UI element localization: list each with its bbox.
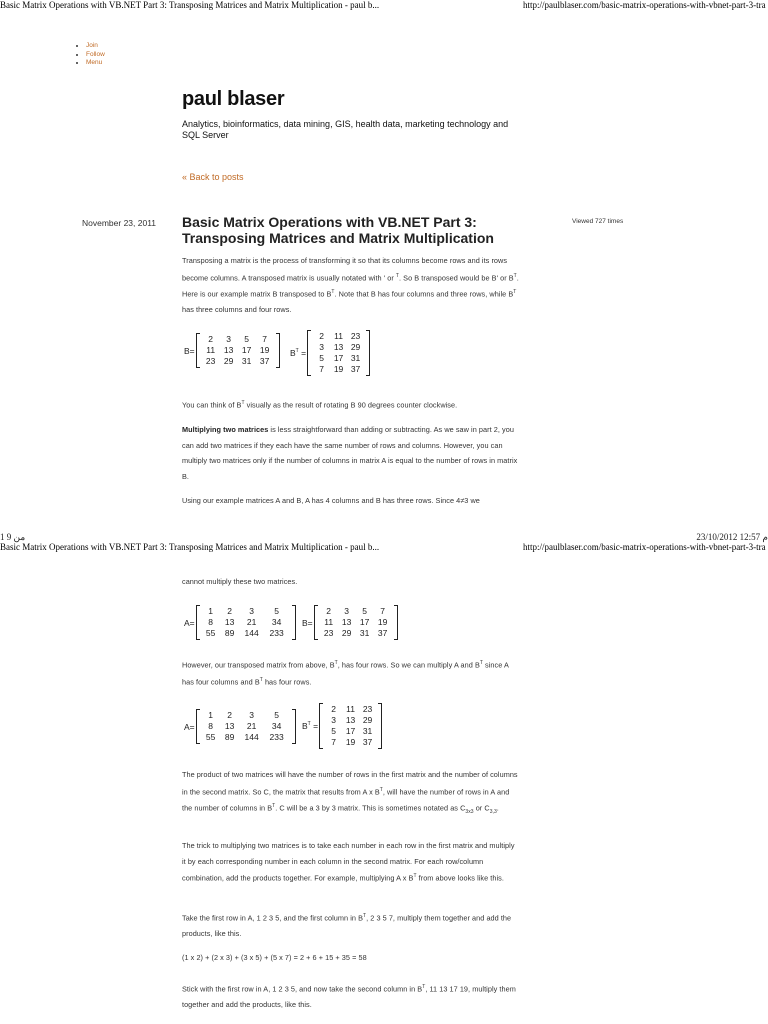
nav-item-menu[interactable]: • Menu bbox=[86, 59, 105, 68]
matrix-cell: 29 bbox=[341, 628, 352, 638]
site-tagline: Analytics, bioinformatics, data mining, GIS, health data, marketing technology and SQL Server bbox=[182, 119, 509, 140]
matrix-cell: 31 bbox=[362, 726, 373, 736]
matrix-cell: 29 bbox=[362, 715, 373, 725]
matrix-cell: 19 bbox=[333, 364, 344, 374]
matrix-cell: 17 bbox=[241, 345, 252, 355]
nav-item-follow[interactable]: • Follow bbox=[86, 51, 105, 60]
matrix-cell: 13 bbox=[223, 345, 234, 355]
matrix-cell: 3 bbox=[344, 606, 349, 616]
matrix-cell: 37 bbox=[259, 356, 270, 366]
matrix-cell: 3 bbox=[319, 342, 324, 352]
matrix-cell: 23 bbox=[205, 356, 216, 366]
matrix-a-2: A= 1 2 3 5 8 13 21 34 55 89 144 233 bbox=[184, 709, 296, 744]
post-title: Basic Matrix Operations with VB.NET Part 3: Transposing Matrices and Matrix Multiplication bbox=[182, 214, 494, 246]
matrix-cell: 11 bbox=[334, 331, 343, 341]
matrix-cell: 23 bbox=[323, 628, 334, 638]
print-header-title-2: Basic Matrix Operations with VB.NET Part 3: Transposing Matrices and Matrix Multiplication - paul b... bbox=[0, 542, 380, 552]
matrix-cell: 11 bbox=[324, 617, 334, 627]
matrix-cell: 31 bbox=[241, 356, 252, 366]
matrix-cell: 2 bbox=[208, 334, 213, 344]
matrix-cell: 21 bbox=[246, 617, 257, 627]
matrix-a: A= 1 2 3 5 8 13 21 34 55 89 144 233 bbox=[184, 605, 296, 640]
paragraph-transposed-multiply: However, our transposed matrix from above, $B^T$, has four rows. So we can multiply A and $B^T$ since A has four columns and $B^T$ has four rows. bbox=[182, 660, 509, 687]
nav-item-join[interactable]: • Join bbox=[86, 42, 105, 51]
matrix-cell: 23 bbox=[362, 704, 373, 714]
matrix-cell: 13 bbox=[333, 342, 344, 352]
matrix-cell: 3 bbox=[331, 715, 336, 725]
paragraph-transpose-intro: Transposing a matrix is the process of transforming it so that its columns become rows and its rows become columns. A transposed matrix is usually notated with ' or $^T$. So B transposed would be B' or $B^T$. Here is our example matrix B transposed to $B^T$. Note that B has four columns and three rows, while $B^T$ has three columns and four rows. bbox=[182, 256, 519, 315]
matrix-cell: 13 bbox=[224, 721, 235, 731]
matrix-cell: 89 bbox=[224, 628, 235, 638]
matrix-cell: 31 bbox=[350, 353, 361, 363]
matrix-cell: 5 bbox=[362, 606, 367, 616]
matrix-cell: 3 bbox=[249, 606, 254, 616]
site-title[interactable]: paul blaser bbox=[182, 88, 285, 110]
matrix-cell: 21 bbox=[246, 721, 257, 731]
post-date: November 23, 2011 bbox=[82, 218, 157, 228]
matrix-cell: 34 bbox=[271, 721, 282, 731]
matrix-cell: 233 bbox=[269, 628, 284, 638]
matrix-cell: 2 bbox=[326, 606, 331, 616]
matrix-cell: 233 bbox=[269, 732, 284, 742]
matrix-cell: 8 bbox=[208, 617, 213, 627]
paragraph-multiply-trick: The trick to multiplying two matrices is to take each number in each row in the first matrix and multiply it by each corresponding number in each column in the second matrix. For each row/column combination, add the products together. For example, multiplying A x $B^T$ from above looks like this. bbox=[182, 841, 515, 883]
paragraph-product-dimensions: The product of two matrices will have the number of rows in the first matrix and the number of columns in the second matrix. So C, the matrix that results from A x $B^T$, will have the number of rows in A and the number of columns in $B^T$. C will be a 3 by 3 matrix. This is sometimes notated as $C_{3x3}$ or $C_{3,3}$. bbox=[182, 770, 518, 816]
matrix-cell: 1 bbox=[208, 606, 213, 616]
matrix-cell: 7 bbox=[380, 606, 385, 616]
matrix-cell: 23 bbox=[350, 331, 361, 341]
matrix-cell: 7 bbox=[262, 334, 267, 344]
matrix-cell: 17 bbox=[359, 617, 370, 627]
matrix-cell: 144 bbox=[244, 628, 259, 638]
matrix-cell: 1 bbox=[208, 710, 213, 720]
matrix-cell: 11 bbox=[346, 704, 355, 714]
equation-first-product: (1 x 2) + (2 x 3) + (3 x 5) + (5 x 7) = 2 + 6 + 15 + 35 = 58 bbox=[182, 953, 367, 962]
paragraph-second-column: Stick with the first row in A, 1 2 3 5, and now take the second column in $B^T$, 11 13 17 19, multiply them together and add the products, like this. bbox=[182, 984, 516, 1009]
matrix-cell: 2 bbox=[227, 710, 232, 720]
matrix-cell: 5 bbox=[274, 710, 279, 720]
print-header-title: Basic Matrix Operations with VB.NET Part 3: Transposing Matrices and Matrix Multiplication - paul b... bbox=[0, 0, 380, 10]
matrix-b: B= 2 3 5 7 11 13 17 19 23 29 31 37 bbox=[184, 333, 280, 368]
back-to-posts-link[interactable]: « Back to posts bbox=[182, 172, 244, 182]
matrix-cell: 8 bbox=[208, 721, 213, 731]
paragraph-first-row: Take the first row in A, 1 2 3 5, and the first column in $B^T$, 2 3 5 7, multiply them together and add the products, like this. bbox=[182, 913, 512, 938]
matrix-cell: 2 bbox=[331, 704, 336, 714]
matrix-cell: 19 bbox=[345, 737, 356, 747]
matrix-cell: 17 bbox=[333, 353, 344, 363]
paragraph-rotate: You can think of $B^T$ visually as the result of rotating B 90 degrees counter clockwise. bbox=[182, 400, 458, 410]
matrix-bt-2: $B^T$ = 2 11 23 3 13 29 5 17 31 7 19 37 bbox=[302, 703, 382, 749]
print-datetime: 23/10/2012 12:57 م bbox=[696, 532, 768, 542]
matrix-cell: 2 bbox=[227, 606, 232, 616]
matrix-cell: 17 bbox=[345, 726, 356, 736]
paragraph-example-ab: Using our example matrices A and B, A has 4 columns and B has three rows. Since 4≠3 we bbox=[182, 496, 480, 505]
matrix-cell: 144 bbox=[244, 732, 259, 742]
matrix-bt: $B^T$ = 2 11 23 3 13 29 5 17 31 7 19 37 bbox=[290, 330, 370, 376]
matrix-cell: 13 bbox=[341, 617, 352, 627]
matrix-cell: 34 bbox=[271, 617, 282, 627]
matrix-cell: 89 bbox=[224, 732, 235, 742]
matrix-cell: 5 bbox=[244, 334, 249, 344]
matrix-cell: 29 bbox=[350, 342, 361, 352]
matrix-cell: 31 bbox=[359, 628, 370, 638]
matrix-cell: 13 bbox=[345, 715, 356, 725]
matrix-cell: 37 bbox=[377, 628, 388, 638]
matrix-cell: 5 bbox=[331, 726, 336, 736]
matrix-cell: 7 bbox=[319, 364, 324, 374]
paragraph-multiplying: Multiplying two matrices is less straightforward than adding or subtracting. As we saw in part 2, you can add two matrices if they each have the same number of rows and columns. However, you can multiply two matrices only if the number of columns in matrix A is equal to the number of rows in matrix B. bbox=[182, 425, 518, 481]
matrix-cell: 37 bbox=[362, 737, 373, 747]
matrix-cell: 5 bbox=[319, 353, 324, 363]
matrix-cell: 29 bbox=[223, 356, 234, 366]
print-header-url-2: http://paulblaser.com/basic-matrix-operations-with-vbnet-part-3-tra bbox=[523, 542, 766, 552]
matrix-cell: 5 bbox=[274, 606, 279, 616]
matrix-cell: 55 bbox=[205, 732, 216, 742]
matrix-cell: 37 bbox=[350, 364, 361, 374]
matrix-cell: 19 bbox=[377, 617, 388, 627]
matrix-cell: 11 bbox=[206, 345, 216, 355]
top-nav bbox=[76, 42, 105, 68]
paragraph-cannot-multiply: cannot multiply these two matrices. bbox=[182, 577, 298, 586]
print-header-url: http://paulblaser.com/basic-matrix-operations-with-vbnet-part-3-tra bbox=[523, 0, 766, 10]
view-count: Viewed 727 times bbox=[572, 218, 624, 225]
page-number: 1 من 9 bbox=[0, 532, 26, 542]
matrix-cell: 13 bbox=[224, 617, 235, 627]
matrix-cell: 19 bbox=[259, 345, 270, 355]
matrix-cell: 2 bbox=[319, 331, 324, 341]
matrix-cell: 3 bbox=[249, 710, 254, 720]
matrix-cell: 3 bbox=[226, 334, 231, 344]
matrix-cell: 7 bbox=[331, 737, 336, 747]
matrix-cell: 55 bbox=[205, 628, 216, 638]
matrix-b-2: B= 2 3 5 7 11 13 17 19 23 29 31 37 bbox=[302, 605, 398, 640]
